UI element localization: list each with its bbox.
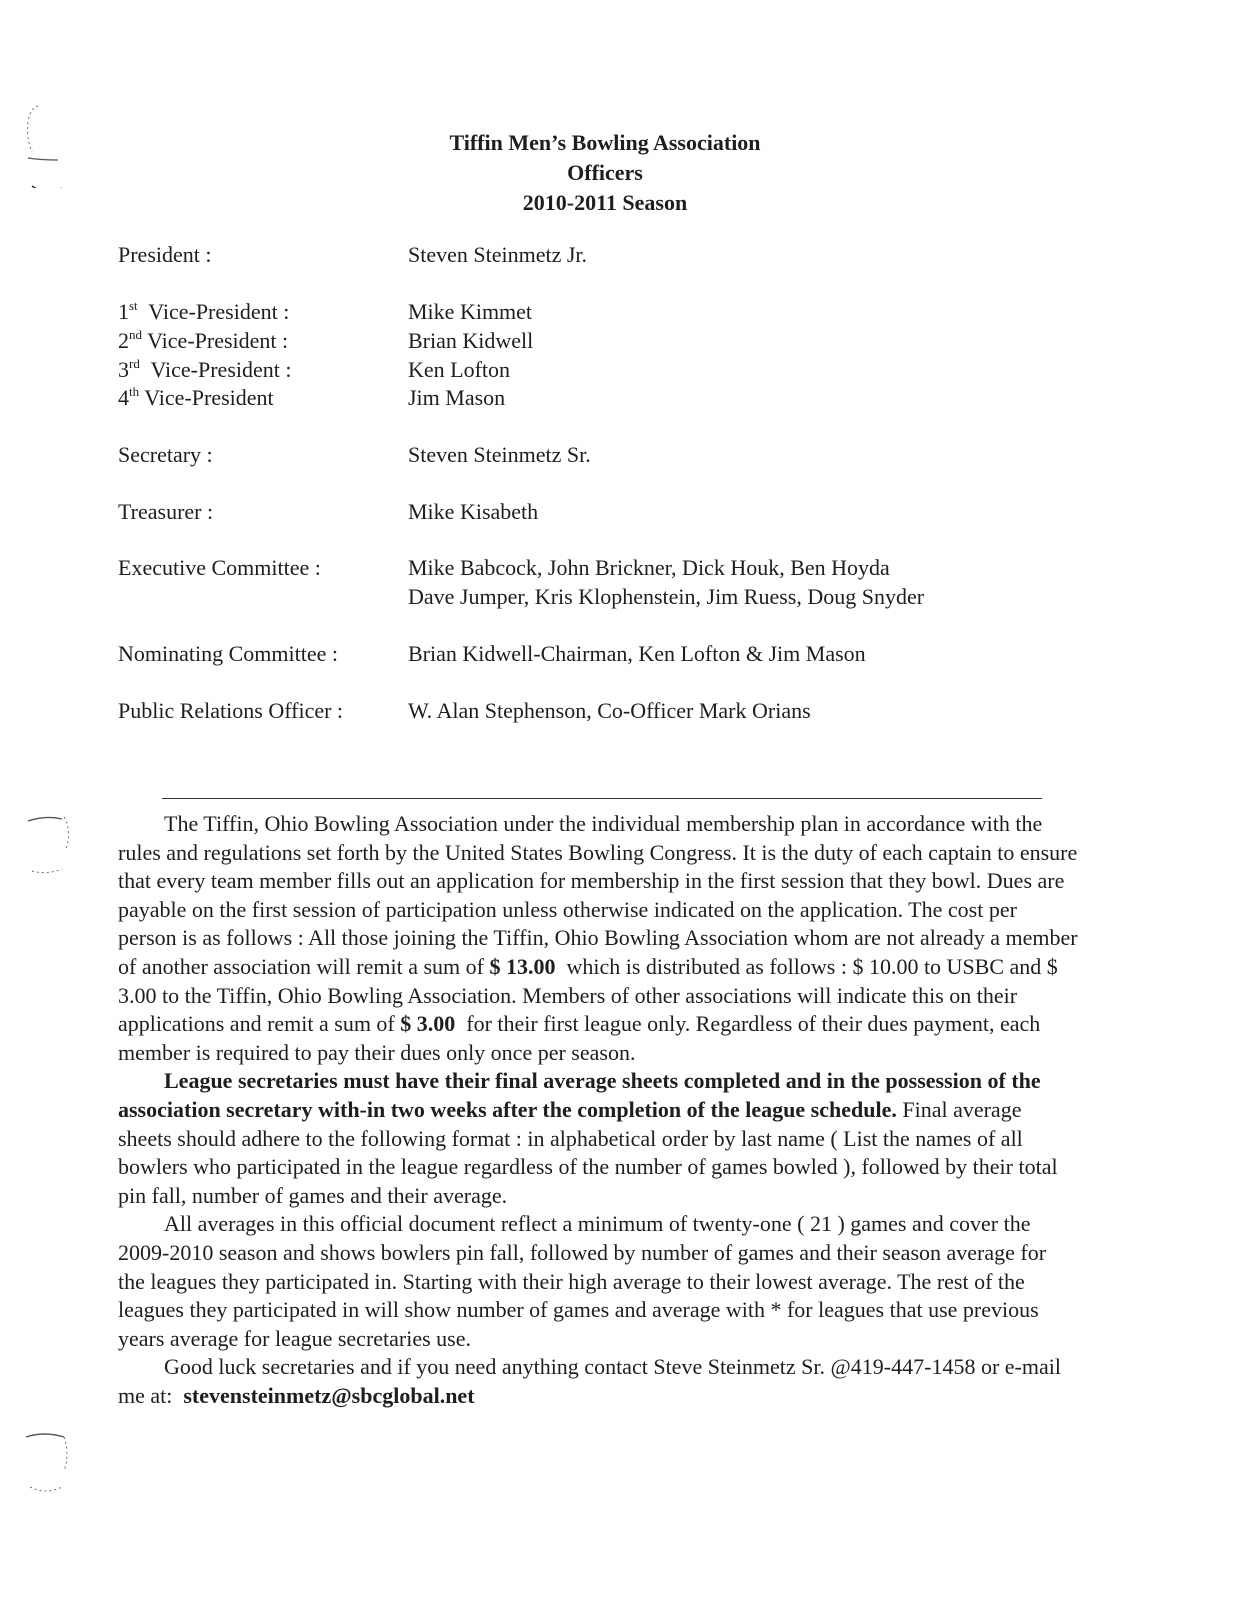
officer-name: Dave Jumper, Kris Klophenstein, Jim Ruess, Doug Snyder [408, 584, 925, 609]
body-text [118, 810, 1078, 1410]
officer-role: 4th Vice-President [118, 384, 274, 410]
officers-title: Officers [567, 160, 643, 185]
officer-role: 2nd Vice-President : [118, 327, 289, 353]
officer-role: Treasurer : [118, 499, 214, 524]
paragraph-averages: All averages in this official document reflect a minimum of twenty-one ( 21 ) games and cover the 2009-2010 season and shows bowlers pin fall, followed by number of games and their season average for the leagues they participated in. Starting with their high average to their lowest average. The rest of the leagues they participated in will show number of games and average with * for leagues that use previous years average for league secretaries use. [118, 1211, 1047, 1351]
contact-email: stevensteinmetz@sbcglobal.net [183, 1382, 475, 1408]
officer-role: 1st Vice-President : [118, 298, 290, 324]
officer-name: Mike Kisabeth [408, 499, 539, 524]
document-header [0, 128, 1210, 218]
officer-role: Secretary : [118, 442, 213, 467]
officer-name: Mike Babcock, John Brickner, Dick Houk, Ben Hoyda [408, 555, 890, 580]
punch-hole-mark-bottom [20, 1415, 70, 1505]
officer-role: President : [118, 242, 212, 267]
officer-role: 3rd Vice-President : [118, 356, 292, 382]
officer-role: Nominating Committee : [118, 641, 338, 666]
association-title: Tiffin Men’s Bowling Association [449, 130, 761, 155]
officer-name: Steven Steinmetz Sr. [408, 442, 591, 467]
officer-name: Steven Steinmetz Jr. [408, 242, 588, 267]
officer-role: Executive Committee : [118, 555, 321, 580]
officer-name: W. Alan Stephenson, Co-Officer Mark Orians [408, 698, 811, 723]
paragraph-average-sheets: League secretaries must have their final average sheets completed and in the possession of the association secretary with-in two weeks after the completion of the league schedule. Final average sheets should adhere to the following format : in alphabetical order by last name ( List the names of all bowlers who participated in the league regardless of the number of games bowled ), followed by their total pin fall, number of games and their average. [118, 1068, 1058, 1208]
officer-role: Public Relations Officer : [118, 698, 344, 723]
officer-name: Mike Kimmet [408, 299, 533, 324]
horizontal-divider [162, 798, 1042, 799]
season-title: 2010-2011 Season [522, 190, 688, 215]
paragraph-membership: The Tiffin, Ohio Bowling Association under the individual membership plan in accordance with the rules and regulations set forth by the United States Bowling Congress. It is the duty of each captain to ensure that every team member fills out an application for membership in the first session that they bowl. Dues are payable on the first session of participation unless otherwise indicated on the application. The cost per person is as follows : All those joining the Tiffin, Ohio Bowling Association whom are not already a member of another association will remit a sum of $ 13.00 which is distributed as follows : $ 10.00 to USBC and $ 3.00 to the Tiffin, Ohio Bowling Association. Members of other associations will indicate this on their applications and remit a sum of $ 3.00 for their first league only. Regardless of their dues payment, each member is required to pay their dues only once per season. [118, 811, 1078, 1065]
officer-name: Brian Kidwell [408, 328, 534, 353]
officer-name: Ken Lofton [408, 357, 511, 382]
officer-name: Brian Kidwell-Chairman, Ken Lofton & Jim Mason [408, 641, 866, 666]
officer-name: Jim Mason [408, 385, 506, 410]
paragraph-contact: Good luck secretaries and if you need anything contact Steve Steinmetz Sr. @419-447-1458 or e-mail me at: stevensteinmetz@sbcglobal.net [118, 1354, 1061, 1408]
punch-hole-mark-middle [22, 805, 72, 895]
